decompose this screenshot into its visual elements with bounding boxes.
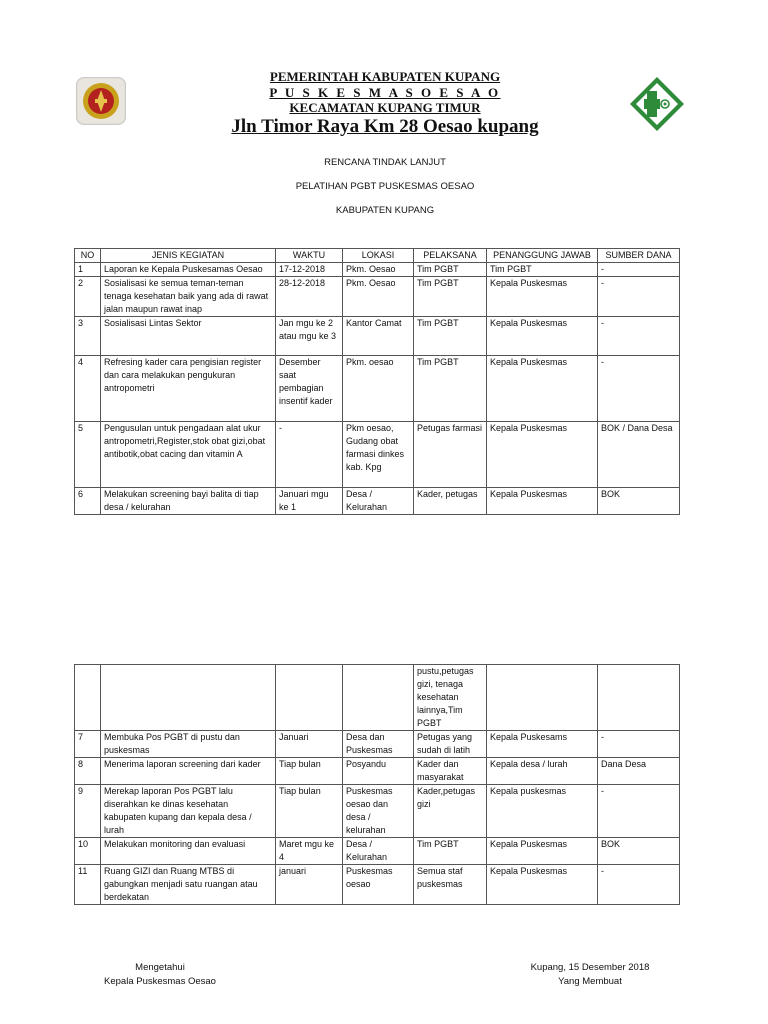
header-kecamatan: KECAMATAN KUPANG TIMUR xyxy=(289,100,481,115)
cell-pelaksana: Kader,petugas gizi xyxy=(414,785,487,838)
cell-kegiatan: Laporan ke Kepala Puskesamas Oesao xyxy=(101,263,276,277)
cell-no: 5 xyxy=(75,422,101,488)
cell-no: 7 xyxy=(75,731,101,758)
cell-sumber-dana: BOK xyxy=(598,488,680,515)
cell-no: 6 xyxy=(75,488,101,515)
cell-kegiatan: Ruang GIZI dan Ruang MTBS di gabungkan menjadi satu ruangan atau berdekatan xyxy=(101,865,276,905)
cell-sumber-dana: Dana Desa xyxy=(598,758,680,785)
cell-lokasi: Posyandu xyxy=(343,758,414,785)
cell-pelaksana: Tim PGBT xyxy=(414,317,487,356)
table-row xyxy=(75,422,680,488)
cell-no: 2 xyxy=(75,277,101,317)
table-row xyxy=(75,263,680,277)
cell-waktu: 17-12-2018 xyxy=(276,263,343,277)
cell-pelaksana: Tim PGBT xyxy=(414,356,487,422)
cell-lokasi: Desa dan Puskesmas xyxy=(343,731,414,758)
column-header-sumber-dana: SUMBER DANA xyxy=(598,249,680,263)
table-row xyxy=(75,317,680,356)
cell-waktu: Januari mgu ke 1 xyxy=(276,488,343,515)
column-header-lokasi: LOKASI xyxy=(343,249,414,263)
puskesmas-logo xyxy=(628,75,686,133)
table-row xyxy=(75,277,680,317)
signature-right-date: Kupang, 15 Desember 2018 xyxy=(530,962,650,973)
column-header-penanggung-jawab: PENANGGUNG JAWAB xyxy=(487,249,598,263)
cell-penanggung-jawab: Kepala Puskesmas xyxy=(487,317,598,356)
table-row xyxy=(75,731,680,758)
cell-waktu: Desember saat pembagian insentif kader xyxy=(276,356,343,422)
cell-kegiatan: Sosialisasi ke semua teman-teman tenaga kesehatan baik yang ada di rawat jalan maupun rawat inap xyxy=(101,277,276,317)
cell-penanggung-jawab: Tim PGBT xyxy=(487,263,598,277)
table-row xyxy=(75,488,680,515)
cell-penanggung-jawab: Kepala Puskesmas xyxy=(487,422,598,488)
cell-no: 9 xyxy=(75,785,101,838)
header-government: PEMERINTAH KABUPATEN KUPANG xyxy=(269,69,501,84)
cell-waktu: januari xyxy=(276,865,343,905)
cell-kegiatan: Menerima laporan screening dari kader xyxy=(101,758,276,785)
cell-waktu: Tiap bulan xyxy=(276,758,343,785)
cell-pelaksana: Petugas farmasi xyxy=(414,422,487,488)
column-header-jenis-kegiatan: JENIS KEGIATAN xyxy=(101,249,276,263)
cell-sumber-dana: - xyxy=(598,865,680,905)
cell-waktu: Januari xyxy=(276,731,343,758)
table-row xyxy=(75,665,680,731)
cell-lokasi: Pkm. oesao xyxy=(343,356,414,422)
cell-sumber-dana: BOK / Dana Desa xyxy=(598,422,680,488)
cell-no: 4 xyxy=(75,356,101,422)
cell-waktu: Tiap bulan xyxy=(276,785,343,838)
cell-no: 11 xyxy=(75,865,101,905)
cell-kegiatan: Membuka Pos PGBT di pustu dan puskesmas xyxy=(101,731,276,758)
cell-no: 10 xyxy=(75,838,101,865)
cell-lokasi: Pkm. Oesao xyxy=(343,263,414,277)
cell-sumber-dana: - xyxy=(598,785,680,838)
cell-waktu: 28-12-2018 xyxy=(276,277,343,317)
cell-kegiatan: Merekap laporan Pos PGBT lalu diserahkan ke dinas kesehatan kabupaten kupang dan kepala desa / lurah xyxy=(101,785,276,838)
cell-lokasi: Puskesmas oesao xyxy=(343,865,414,905)
cell-waktu: Jan mgu ke 2 atau mgu ke 3 xyxy=(276,317,343,356)
signature-right-line2: Yang Membuat xyxy=(558,976,622,987)
signature-left-line2: Kepala Puskesmas Oesao xyxy=(104,976,216,987)
cell-sumber-dana xyxy=(598,665,680,731)
table-row xyxy=(75,758,680,785)
column-header-pelaksana: PELAKSANA xyxy=(414,249,487,263)
cell-kegiatan: Melakukan monitoring dan evaluasi xyxy=(101,838,276,865)
cell-penanggung-jawab: Kepala Puskesams xyxy=(487,731,598,758)
cell-pelaksana: Tim PGBT xyxy=(414,838,487,865)
cell-pelaksana: pustu,petugas gizi, tenaga kesehatan lainnya,Tim PGBT xyxy=(414,665,487,731)
action-plan-table-page1 xyxy=(74,248,680,515)
column-header-no: NO xyxy=(75,249,101,263)
cell-penanggung-jawab: Kepala Puskesmas xyxy=(487,838,598,865)
cell-no: 1 xyxy=(75,263,101,277)
cell-sumber-dana: - xyxy=(598,317,680,356)
government-emblem-logo xyxy=(76,77,126,125)
cell-lokasi: Desa / Kelurahan xyxy=(343,838,414,865)
cell-lokasi: Pkm oesao, Gudang obat farmasi dinkes kab. Kpg xyxy=(343,422,414,488)
cell-waktu xyxy=(276,665,343,731)
header-puskesmas: P U S K E S M A S O E S A O xyxy=(269,85,501,100)
table-row xyxy=(75,785,680,838)
cell-pelaksana: Kader dan masyarakat xyxy=(414,758,487,785)
cell-penanggung-jawab: Kepala Puskesmas xyxy=(487,488,598,515)
cell-penanggung-jawab: Kepala Puskesmas xyxy=(487,356,598,422)
cell-lokasi: Kantor Camat xyxy=(343,317,414,356)
cell-lokasi: Desa / Kelurahan xyxy=(343,488,414,515)
cell-penanggung-jawab: Kepala Puskesmas xyxy=(487,865,598,905)
cell-penanggung-jawab xyxy=(487,665,598,731)
cell-pelaksana: Petugas yang sudah di latih xyxy=(414,731,487,758)
document-title: RENCANA TINDAK LANJUT xyxy=(324,157,446,168)
table-row xyxy=(75,838,680,865)
column-header-waktu: WAKTU xyxy=(276,249,343,263)
cell-sumber-dana: - xyxy=(598,263,680,277)
cell-penanggung-jawab: Kepala puskesmas xyxy=(487,785,598,838)
cell-waktu: - xyxy=(276,422,343,488)
table-row xyxy=(75,865,680,905)
cell-sumber-dana: - xyxy=(598,731,680,758)
cell-kegiatan: Sosialisasi Lintas Sektor xyxy=(101,317,276,356)
cell-kegiatan xyxy=(101,665,276,731)
cell-kegiatan: Pengusulan untuk pengadaan alat ukur antropometri,Register,stok obat gizi,obat antibotik,obat cacing dan vitamin A xyxy=(101,422,276,488)
cell-lokasi: Puskesmas oesao dan desa / kelurahan xyxy=(343,785,414,838)
cell-waktu: Maret mgu ke 4 xyxy=(276,838,343,865)
table-row xyxy=(75,356,680,422)
signature-left-line1: Mengetahui xyxy=(135,962,185,973)
cell-no xyxy=(75,665,101,731)
header-address: Jln Timor Raya Km 28 Oesao kupang xyxy=(231,116,539,137)
cell-no: 8 xyxy=(75,758,101,785)
cell-sumber-dana: - xyxy=(598,356,680,422)
cell-kegiatan: Melakukan screening bayi balita di tiap desa / kelurahan xyxy=(101,488,276,515)
table-header-row xyxy=(75,249,680,263)
signature-block-left xyxy=(90,961,230,989)
cell-no: 3 xyxy=(75,317,101,356)
cell-penanggung-jawab: Kepala Puskesmas xyxy=(487,277,598,317)
cell-pelaksana: Tim PGBT xyxy=(414,263,487,277)
cell-sumber-dana: BOK xyxy=(598,838,680,865)
cell-pelaksana: Kader, petugas xyxy=(414,488,487,515)
document-region: KABUPATEN KUPANG xyxy=(335,205,435,216)
cell-lokasi xyxy=(343,665,414,731)
cell-penanggung-jawab: Kepala desa / lurah xyxy=(487,758,598,785)
signature-block-right xyxy=(515,961,665,989)
cell-sumber-dana: - xyxy=(598,277,680,317)
cell-kegiatan: Refresing kader cara pengisian register dan cara melakukan pengukuran antropometri xyxy=(101,356,276,422)
cell-lokasi: Pkm. Oesao xyxy=(343,277,414,317)
cell-pelaksana: Semua staf puskesmas xyxy=(414,865,487,905)
cell-pelaksana: Tim PGBT xyxy=(414,277,487,317)
document-subtitle: PELATIHAN PGBT PUSKESMAS OESAO xyxy=(295,181,475,192)
action-plan-table-page2 xyxy=(74,664,680,905)
